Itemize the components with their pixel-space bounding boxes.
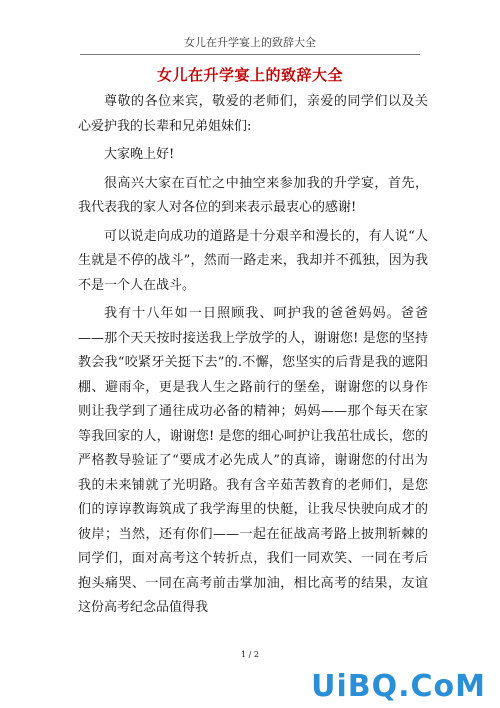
paragraph-greeting: 大家晚上好! [104,147,175,162]
paragraph-journey: 可以说走向成功的道路是十分艰辛和漫长的，有人说“人生就是不停的战斗”，然而一路走来，我却并不孤独，因为我不是一个人在战斗。 [78,228,428,293]
paragraph-salutation: 尊敬的各位来宾，敬爱的老师们，亲爱的同学们以及关心爱护我的长辈和兄弟姐妹们: [78,94,428,134]
paragraph-gratitude: 我有十八年如一日照顾我、呵护我的爸爸妈妈。爸爸——那个天天按时接送我上学放学的人，谢谢您! 是您的坚持教会我“咬紧牙关挺下去”的.不懈，您坚实的后背是我的遮阳棚、避雨伞，更是我人生之路前行的堡垒，谢谢您的以身作则让我学到了通往成功必备的精神；妈妈——那个每天在家等我回家的人，谢谢您! 是您的细心呵护让我茁壮成长，您的严格教导验证了“要成才必先成人”的真谛，谢谢您的付出为我的未来铺就了光明路。我有含辛茹苦教育的老师们，是您们的谆谆教诲筑成了我学海里的快艇，让我尽快驶向成才的彼岸；当然，还有你们——一起在征战高考路上披荆斩棘的同学们，面对高考这个转折点，我们一同欢笑、一同在考后抱头痛哭、一同在高考前击掌加油，相比高考的结果，友谊这份高考纪念品值得我 [78,306,428,615]
page-number: 1 / 2 [241,650,259,659]
running-header: 女儿在升学宴上的致辞大全 [184,36,316,49]
document-body [78,90,428,625]
header-divider [80,54,420,55]
watermark-logo: UiBQ.CoM [311,669,486,704]
paragraph-thanks: 很高兴大家在百忙之中抽空来参加我的升学宴，首先，我代表我的家人对各位的到来表示最衷心的感谢! [78,175,428,215]
document-title: 女儿在升学宴上的致辞大全 [156,66,343,84]
